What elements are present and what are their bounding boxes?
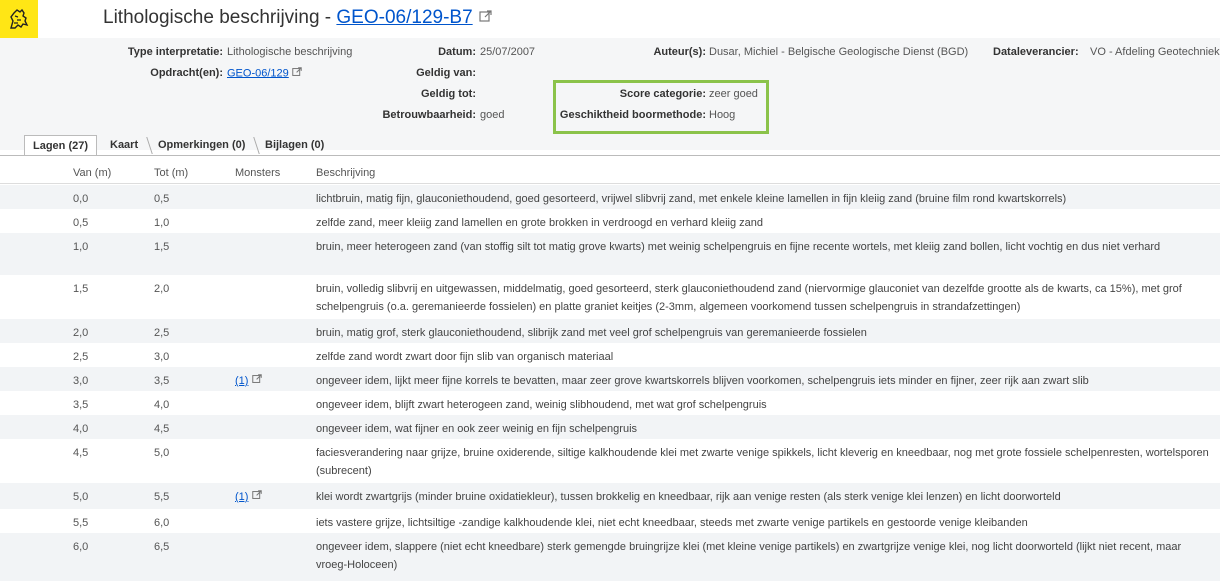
table-row <box>0 533 1220 581</box>
type-interpretatie-label: Type interpretatie: <box>127 46 223 58</box>
cell-beschrijving: faciesverandering naar grijze, bruine oxiderende, siltige kalkhoudende klei met zwarte venige spikkels, licht kleverig en kneedbaar, nog met grote fossiele schelpenresten, wortelsporen (subrecent) <box>316 447 1209 477</box>
cell-tot: 1,0 <box>154 217 170 229</box>
auteur-label: Auteur(s): <box>653 46 706 58</box>
cell-van: 0,0 <box>73 193 89 205</box>
table-row <box>0 319 1220 343</box>
table-row <box>0 185 1220 209</box>
metadata-panel <box>0 38 1220 150</box>
column-header-tot[interactable]: Tot (m) <box>154 167 189 179</box>
table-row <box>0 415 1220 439</box>
cell-beschrijving: ongeveer idem, lijkt meer fijne korrels te bevatten, maar zeer grove kwartskorrels blijven voorkomen, schelpengruis iets minder en fijner, zeer rijk aan zwart slib <box>316 375 1089 387</box>
cell-beschrijving: ongeveer idem, slappere (niet echt kneedbare) sterk gemengde bruingrijze klei (met kleine venige partikels) en zwartgrijze venige klei, nog licht doorworteld (lijkt niet recent, maar vroeg-Holoceen) <box>316 541 1182 571</box>
cell-beschrijving: bruin, volledig slibvrij en uitgewassen, middelmatig, goed gesorteerd, sterk glauconiethoudend zand (niervormige glauconiet van dezelfde grootte als de kwarts, ca 15%), met grof schelpengruis (o.a. geremanieerde fossielen) en platte graniet keitjes (2-3mm, algemeen voorkomend tussen schelpengruis in strandafzettingen) <box>316 283 1182 313</box>
cell-tot: 2,0 <box>154 283 170 295</box>
page-title-prefix: Lithologische beschrijving - <box>103 7 337 29</box>
cell-van: 3,0 <box>73 375 89 387</box>
cell-tot: 0,5 <box>154 193 170 205</box>
cell-van: 3,5 <box>73 399 89 411</box>
cell-tot: 3,5 <box>154 375 170 387</box>
cell-van: 5,0 <box>73 491 89 503</box>
table-row <box>0 233 1220 275</box>
table-header <box>0 162 1220 184</box>
cell-tot: 5,5 <box>154 491 170 503</box>
external-link-icon[interactable] <box>252 488 262 506</box>
geschiktheid-boormethode-value: Hoog <box>709 109 736 121</box>
auteur-value: Dusar, Michiel - Belgische Geologische Dienst (BGD) <box>709 46 969 58</box>
page-title <box>103 7 492 29</box>
column-header-monsters[interactable]: Monsters <box>235 167 281 179</box>
cell-beschrijving: lichtbruin, matig fijn, glauconiethoudend, goed gesorteerd, vrijwel slibvrij zand, met enkele kleine lamellen in fijn kleiig zand (bruine film rond kwartskorrels) <box>316 193 1067 205</box>
external-link-icon[interactable] <box>479 7 492 29</box>
opdracht-value <box>227 67 302 80</box>
table-row <box>0 367 1220 391</box>
cell-beschrijving: ongeveer idem, blijft zwart heterogeen zand, weinig slibhoudend, met wat grof schelpengruis <box>316 399 767 411</box>
dataleverancier-value: VO - Afdeling Geotechniek <box>1090 46 1220 58</box>
cell-tot: 4,0 <box>154 399 170 411</box>
cell-van: 2,5 <box>73 351 89 363</box>
cell-tot: 6,0 <box>154 517 170 529</box>
table-row <box>0 209 1220 233</box>
table-row <box>0 483 1220 509</box>
cell-beschrijving: iets vastere grijze, lichtsiltige -zandige kalkhoudende klei, niet echt kneedbaar, steeds met zwarte venige partikels en gestoorde venige kleibanden <box>316 517 1028 529</box>
table-row <box>0 439 1220 483</box>
datum-value: 25/07/2007 <box>480 46 536 58</box>
top-bar <box>0 0 1220 38</box>
cell-beschrijving: bruin, matig grof, sterk glauconiethoudend, slibrijk zand met veel grof schelpengruis van geremanieerde fossielen <box>316 327 867 339</box>
tab-kaart[interactable]: Kaart <box>110 139 139 151</box>
cell-van: 0,5 <box>73 217 89 229</box>
datum-label: Datum: <box>438 46 476 58</box>
opdracht-link[interactable]: GEO-06/129 <box>227 67 289 80</box>
cell-van: 4,0 <box>73 423 89 435</box>
cell-beschrijving: ongeveer idem, wat fijner en ook zeer weinig en fijn schelpengruis <box>316 423 638 435</box>
opdracht-label: Opdracht(en): <box>150 67 223 79</box>
boring-link[interactable]: GEO-06/129-B7 <box>336 7 473 29</box>
cell-van: 1,0 <box>73 241 89 253</box>
geldig-van-label: Geldig van: <box>416 67 476 79</box>
cell-tot: 6,5 <box>154 541 170 553</box>
cell-beschrijving: bruin, meer heterogeen zand (van stoffig silt tot matig grove kwarts) met weinig schelpengruis en fijne recente wortels, met kleiig zand bollen, licht vochtig en dus niet verhard <box>316 241 1161 253</box>
flemish-lion-logo[interactable] <box>0 0 38 38</box>
external-link-icon[interactable] <box>252 372 262 390</box>
cell-van: 5,5 <box>73 517 89 529</box>
betrouwbaarheid-label: Betrouwbaarheid: <box>382 109 476 121</box>
cell-monsters <box>235 488 262 506</box>
cell-beschrijving: klei wordt zwartgrijs (minder bruine oxidatiekleur), tussen brokkelig en kneedbaar, rijk aan venige resten (als sterk venige klei lenzen) en licht doorworteld <box>316 491 1061 503</box>
cell-van: 1,5 <box>73 283 89 295</box>
tab-underline <box>0 155 1220 156</box>
dataleverancier-label: Dataleverancier: <box>993 46 1079 58</box>
betrouwbaarheid-value: goed <box>480 109 505 121</box>
cell-beschrijving: zelfde zand, meer kleiig zand lamellen en grote brokken in verdroogd en verhard kleiig zand <box>316 217 763 229</box>
score-categorie-label: Score categorie: <box>619 88 706 100</box>
tab-lagen[interactable]: Lagen (27) <box>24 135 97 156</box>
score-highlight-box <box>553 80 769 134</box>
geldig-tot-label: Geldig tot: <box>421 88 476 100</box>
cell-tot: 3,0 <box>154 351 170 363</box>
table-row <box>0 275 1220 319</box>
table-row <box>0 509 1220 533</box>
external-link-icon[interactable] <box>292 67 302 80</box>
cell-van: 6,0 <box>73 541 89 553</box>
cell-tot: 5,0 <box>154 447 170 459</box>
cell-monsters <box>235 372 262 390</box>
tab-opmerkingen[interactable]: Opmerkingen (0) <box>158 139 246 151</box>
column-header-beschrijving[interactable]: Beschrijving <box>316 167 376 179</box>
table-row <box>0 391 1220 415</box>
monster-link[interactable]: (1) <box>235 491 249 503</box>
tab-bijlagen[interactable]: Bijlagen (0) <box>265 139 325 151</box>
cell-van: 4,5 <box>73 447 89 459</box>
type-interpretatie-value: Lithologische beschrijving <box>227 46 353 58</box>
cell-beschrijving: zelfde zand wordt zwart door fijn slib van organisch materiaal <box>316 351 614 363</box>
score-categorie-value: zeer goed <box>709 88 758 100</box>
cell-tot: 1,5 <box>154 241 170 253</box>
monster-link[interactable]: (1) <box>235 375 249 387</box>
cell-tot: 4,5 <box>154 423 170 435</box>
column-header-van[interactable]: Van (m) <box>73 167 112 179</box>
geschiktheid-boormethode-label: Geschiktheid boormethode: <box>559 109 706 121</box>
table-row <box>0 343 1220 367</box>
cell-tot: 2,5 <box>154 327 170 339</box>
cell-van: 2,0 <box>73 327 89 339</box>
